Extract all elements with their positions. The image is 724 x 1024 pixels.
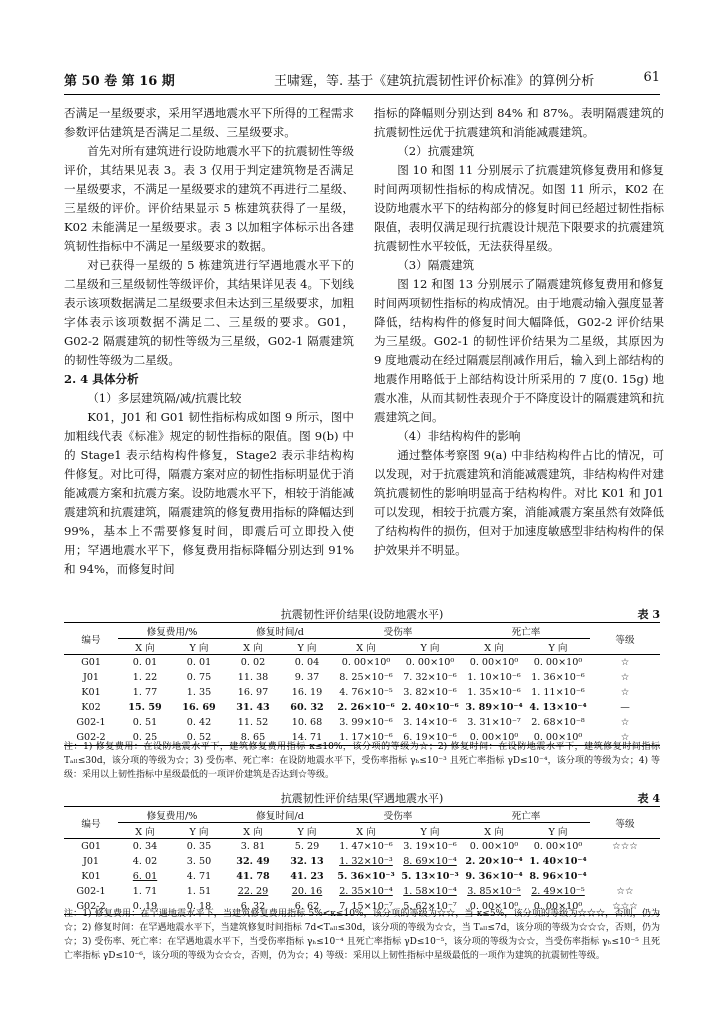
col-sub-header-y: Y 向 [526, 639, 590, 655]
cell-value: 16. 97 [237, 687, 269, 698]
cell-grade: — [620, 702, 630, 713]
col-sub-header-y: Y 向 [280, 823, 334, 839]
cell-value: 11. 52 [237, 717, 269, 728]
table3-title: 抗震韧性评价结果(设防地震水平) [280, 608, 444, 621]
cell-value: 0. 52 [172, 730, 226, 746]
cell-value: 5. 13×10⁻³ [401, 871, 459, 882]
cell-grade: ☆☆ [616, 886, 634, 897]
col-sub-header-x: X 向 [118, 823, 172, 839]
cell-value: 0. 01 [172, 655, 226, 671]
col-sub-header-x: X 向 [118, 639, 172, 655]
cell-value: 16. 69 [182, 702, 216, 713]
cell-value: 0. 00×10⁰ [462, 655, 526, 671]
col-sub-header-x: X 向 [226, 639, 280, 655]
cell-value: 2. 20×10⁻⁴ [465, 856, 523, 867]
col-header-grade: 等级 [590, 623, 660, 655]
cell-value: 0. 00×10⁰ [462, 839, 526, 855]
cell-value: 32. 13 [290, 856, 324, 867]
col-sub-header-x: X 向 [462, 639, 526, 655]
cell-id: K02 [81, 702, 101, 713]
cell-value: 9. 37 [294, 672, 320, 683]
left-column-paragraph: （1）多层建筑隔/减/抗震比较 [87, 391, 242, 405]
cell-value: 3. 19×10⁻⁶ [398, 839, 462, 855]
cell-value: 41. 78 [236, 871, 270, 882]
cell-value: 2. 35×10⁻⁴ [339, 886, 393, 897]
table-row [64, 854, 660, 869]
cell-value: 60. 32 [290, 702, 324, 713]
col-sub-header-y: Y 向 [398, 823, 462, 839]
cell-id: G02-1 [76, 717, 106, 728]
cell-value: 4. 02 [132, 856, 158, 867]
cell-value: 7. 15×10⁻⁷ [334, 899, 398, 915]
cell-value: 0. 19 [118, 899, 172, 915]
cell-value: 6. 62 [280, 899, 334, 915]
cell-id: G02-2 [64, 899, 118, 915]
cell-value: 3. 14×10⁻⁶ [403, 717, 457, 728]
table3-caption [64, 606, 660, 622]
cell-value: 1. 58×10⁻⁴ [403, 886, 457, 897]
col-group-header: 死亡率 [462, 807, 590, 823]
cell-value: 5. 29 [280, 839, 334, 855]
cell-value: 0. 25 [118, 730, 172, 746]
cell-value: 0. 00×10⁰ [526, 655, 590, 671]
right-column-paragraph: 图 12 和图 13 分别展示了隔震建筑修复费用和修复时间两项韧性指标的构成情况。由于地震动输入强度显著降低，结构构件的修复时间大幅降低，G02-2 评价结果为三星级。G02-1 的韧性评价结果为二星级，其原因为 9 度地震动在经过隔震层削减作用后，输入到上部结构的地震作用略低于上部结构设计所采用的 7 度(0. 15g) 地震水准，从而其韧性表现介于不降度设计的隔震建筑和抗震建筑之间。 [374, 277, 664, 424]
cell-grade: ☆☆☆ [590, 899, 660, 915]
cell-value: 14. 71 [280, 730, 334, 746]
col-group-header: 受伤率 [334, 807, 462, 823]
col-sub-header-y: Y 向 [398, 639, 462, 655]
cell-value: 31. 43 [236, 702, 270, 713]
table3-note: 注：1) 修复费用：在设防地震水平下，建筑修复费用指标 κ≤10%，该分项的等级为☆；2) 修复时间：在设防地震水平下，建筑修复时间指标 Tₐₗₗ≤30d，该分项的等级为☆；3) 受伤率、死亡率：在设防地震水平下，受伤率指标 γₕ≤10⁻³ 且死亡率指标 γD≤10⁻⁴，该分项的等级为☆；4) 等级：采用以上韧性指标中星级最低的一项评价建筑是否达到☆等级。 [64, 742, 660, 780]
col-sub-header-x: X 向 [334, 639, 398, 655]
col-sub-header-y: Y 向 [526, 823, 590, 839]
cell-value: 4. 76×10⁻⁵ [339, 687, 393, 698]
cell-value: 0. 01 [118, 655, 172, 671]
cell-value: 4. 71 [186, 871, 212, 882]
right-column-paragraph: 通过整体考察图 9(a) 中非结构构件占比的情况，可以发现，对于抗震建筑和消能减震建筑，非结构构件对建筑抗震韧性的影响明显高于结构构件。对比 K01 和 J01 可以发现，相较于抗震方案，消能减震方案虽然有效降低了结构构件的损伤，但对于加速度敏感型非结构构件的保护效果并不明显。 [374, 448, 664, 557]
table-row [64, 715, 660, 730]
left-column-paragraph: K01，J01 和 G01 韧性指标构成如图 9 所示，图中加粗线代表《标准》规定的韧性指标的限值。图 9(b) 中的 Stage1 表示结构构件修复，Stage2 表示非结构构件修复。对比可得，隔震方案对应的韧性指标明显优于消能减震方案和抗震方案。设防地震水平下，相较于消能减震建筑和抗震建筑，隔震建筑的修复费用指标的降幅达到 99%，基本上不需要修复时间，即震后可立即投入使用；罕遇地震水平下，修复费用指标降幅分别达到 91% 和 94%，而修复时间 [64, 410, 354, 576]
cell-value: 3. 89×10⁻⁴ [465, 702, 523, 713]
col-sub-header-y: Y 向 [280, 639, 334, 655]
col-sub-header-x: X 向 [334, 823, 398, 839]
col-sub-header-x: X 向 [462, 823, 526, 839]
cell-value: 0. 02 [226, 655, 280, 671]
cell-id: J01 [82, 856, 100, 867]
cell-grade: ☆ [620, 687, 630, 698]
right-column-paragraph: 指标的降幅则分别达到 84% 和 87%。表明隔震建筑的抗震韧性远优于抗震建筑和消能减震建筑。 [374, 106, 664, 139]
table3-number: 表 3 [637, 608, 660, 621]
cell-id: G01 [64, 655, 118, 671]
right-column-paragraph: （2）抗震建筑 [397, 144, 475, 158]
col-sub-header-x: X 向 [226, 823, 280, 839]
cell-value: 3. 81 [226, 839, 280, 855]
table4-note: 注：1) 修复费用：在罕遇地震水平下，当建筑修复费用指标 5%<κ≤10%，该分项的等级为☆☆，当 κ≤5%，该分项的等级为☆☆☆，否则，仍为☆；2) 修复时间：在罕遇地震水平下，当建筑修复时间指标 7d<Tₐₗₗ≤30d，该分项的等级为☆☆，当 Tₐₗₗ≤7d，该分项的等级为☆☆☆，否则，仍为☆；3) 受伤率、死亡率：在罕遇地震水平下，当受伤率指标 γₕ≤10⁻⁴ 且死亡率指标 γD≤10⁻⁵，该分项的等级为☆☆，当受伤率指标 γₕ≤10⁻⁵ 且死亡率指标 γD≤10⁻⁶，该分项的等级为☆☆☆，否则，仍为☆；4) 等级：采用以上韧性指标中星级最低的一项作为建筑的抗震韧性等级。 [64, 909, 660, 961]
cell-value: 8. 69×10⁻⁴ [403, 856, 457, 867]
table4-caption [64, 790, 660, 806]
cell-id: G02-1 [76, 886, 106, 897]
cell-value: 1. 51 [186, 886, 212, 897]
cell-grade [590, 869, 660, 884]
table-row [64, 869, 660, 884]
table4-number: 表 4 [637, 792, 660, 805]
left-column-paragraph: 对已获得一星级的 5 栋建筑进行罕遇地震水平下的二星级和三星级韧性等级评价，其结果详见表 4。下划线表示该项数据满足二星级要求但未达到三星级要求，加粗字体表示该项数据不满足二、三星级的要求。G01，G02-2 隔震建筑的韧性等级为三星级，G02-1 隔震建筑的韧性等级为二星级。 [64, 258, 354, 367]
col-group-header: 受伤率 [334, 623, 462, 639]
cell-value: 0. 00×10⁰ [526, 839, 590, 855]
cell-value: 0. 51 [132, 717, 158, 728]
cell-value: 3. 99×10⁻⁶ [339, 717, 393, 728]
cell-value: 0. 42 [186, 717, 212, 728]
cell-value: 11. 38 [237, 672, 269, 683]
cell-value: 41. 23 [290, 871, 324, 882]
col-header-grade: 等级 [590, 807, 660, 839]
table-row [64, 685, 660, 700]
cell-value: 3. 50 [186, 856, 212, 867]
cell-value: 1. 32×10⁻³ [339, 856, 393, 867]
cell-value: 1. 17×10⁻⁶ [334, 730, 398, 746]
cell-value: 3. 31×10⁻⁷ [467, 717, 521, 728]
cell-id: J01 [82, 672, 100, 683]
cell-value: 1. 10×10⁻⁶ [467, 672, 521, 683]
table-row [64, 884, 660, 899]
cell-value: 0. 00×10⁰ [462, 899, 526, 915]
cell-value: 22. 29 [237, 886, 269, 897]
cell-value: 16. 19 [291, 687, 323, 698]
col-group-header: 死亡率 [462, 623, 590, 639]
table-row [64, 655, 660, 671]
cell-value: 0. 00×10⁰ [398, 655, 462, 671]
col-header-id: 编号 [64, 807, 118, 839]
cell-value: 6. 01 [132, 871, 158, 882]
cell-grade: ☆ [620, 672, 630, 683]
cell-grade: ☆☆☆ [590, 839, 660, 855]
cell-value: 1. 35×10⁻⁶ [467, 687, 521, 698]
cell-value: 1. 71 [132, 886, 158, 897]
cell-value: 0. 00×10⁰ [462, 730, 526, 746]
cell-value: 20. 16 [291, 886, 323, 897]
cell-grade [590, 854, 660, 869]
cell-value: 10. 68 [291, 717, 323, 728]
cell-value: 8. 96×10⁻⁴ [529, 871, 587, 882]
cell-grade: ☆ [590, 655, 660, 671]
col-header-id: 编号 [64, 623, 118, 655]
cell-value: 5. 62×10⁻⁷ [398, 899, 462, 915]
cell-value: 2. 49×10⁻⁵ [531, 886, 585, 897]
col-sub-header-y: Y 向 [172, 823, 226, 839]
cell-value: 5. 36×10⁻³ [337, 871, 395, 882]
header-rule [64, 94, 660, 95]
right-column-paragraph: 图 10 和图 11 分别展示了抗震建筑修复费用和修复时间两项韧性指标的构成情况。如图 11 所示，K02 在设防地震水平下的结构部分的修复时间已经超过韧性指标限值，表明仅满足现行抗震设计规范下限要求的抗震建筑抗震韧性水平较低，无法获得星级。 [374, 163, 664, 253]
table-row [64, 670, 660, 685]
cell-value: 0. 75 [186, 672, 212, 683]
cell-value: 0. 35 [172, 839, 226, 855]
table4-title: 抗震韧性评价结果(罕遇地震水平) [280, 792, 444, 805]
right-column [374, 104, 664, 560]
cell-value: 1. 11×10⁻⁶ [531, 687, 585, 698]
cell-value: 3. 85×10⁻⁵ [467, 886, 521, 897]
cell-id: G01 [64, 839, 118, 855]
cell-value: 1. 22 [132, 672, 158, 683]
cell-value: 32. 49 [236, 856, 270, 867]
running-title: 王啸霆，等. 基于《建筑抗震韧性评价标准》的算例分析 [274, 74, 595, 89]
cell-value: 2. 26×10⁻⁶ [337, 702, 395, 713]
cell-value: 0. 00×10⁰ [526, 899, 590, 915]
left-column [64, 104, 354, 579]
cell-value: 1. 77 [132, 687, 158, 698]
cell-value: 8. 25×10⁻⁶ [339, 672, 393, 683]
right-column-paragraph: （4）非结构构件的影响 [397, 429, 521, 443]
cell-value: 0. 00×10⁰ [334, 655, 398, 671]
cell-value: 2. 68×10⁻⁸ [531, 717, 585, 728]
left-column-paragraph: 否满足一星级要求，采用罕遇地震水平下所得的工程需求参数评估建筑是否满足二星级、三星级要求。 [64, 106, 354, 139]
cell-value: 1. 40×10⁻⁴ [529, 856, 587, 867]
col-group-header: 修复时间/d [226, 623, 334, 639]
running-header [64, 70, 660, 92]
cell-value: 1. 35 [186, 687, 212, 698]
cell-value: 0. 34 [118, 839, 172, 855]
page-number: 61 [643, 70, 660, 85]
table-row [64, 839, 660, 855]
cell-grade: ☆ [590, 730, 660, 746]
col-sub-header-y: Y 向 [172, 639, 226, 655]
cell-value: 6. 32 [226, 899, 280, 915]
cell-value: 0. 00×10⁰ [526, 730, 590, 746]
cell-value: 0. 04 [280, 655, 334, 671]
table4 [64, 806, 660, 915]
cell-value: 8. 65 [226, 730, 280, 746]
col-group-header: 修复费用/% [118, 623, 226, 639]
cell-id: K01 [81, 687, 101, 698]
cell-value: 6. 19×10⁻⁶ [398, 730, 462, 746]
cell-id: K01 [81, 871, 101, 882]
left-column-paragraph: 2. 4 具体分析 [64, 372, 139, 386]
cell-value: 4. 13×10⁻⁴ [529, 702, 587, 713]
right-column-paragraph: （3）隔震建筑 [397, 258, 475, 272]
left-column-paragraph: 首先对所有建筑进行设防地震水平下的抗震韧性等级评价，其结果见表 3。表 3 仅用于判定建筑物是否满足一星级要求，不满足一星级要求的建筑不再进行二星级、三星级的评价。评价结果显示 5 栋建筑获得了一星级，K02 未能满足一星级要求。表 3 以加粗字体标示出各建筑韧性指标中不满足一星级要求的数据。 [64, 144, 354, 253]
cell-value: 3. 82×10⁻⁶ [403, 687, 457, 698]
journal-volume-issue: 第 50 卷 第 16 期 [64, 74, 175, 89]
table3 [64, 622, 660, 746]
cell-value: 0. 18 [172, 899, 226, 915]
cell-value: 7. 32×10⁻⁶ [403, 672, 457, 683]
col-group-header: 修复时间/d [226, 807, 334, 823]
cell-value: 2. 40×10⁻⁶ [401, 702, 459, 713]
cell-id: G02-2 [64, 730, 118, 746]
cell-value: 9. 36×10⁻⁴ [465, 871, 523, 882]
table-row [64, 700, 660, 715]
cell-value: 1. 47×10⁻⁶ [334, 839, 398, 855]
cell-value: 1. 36×10⁻⁶ [531, 672, 585, 683]
col-group-header: 修复费用/% [118, 807, 226, 823]
cell-grade: ☆ [620, 717, 630, 728]
cell-value: 15. 59 [128, 702, 162, 713]
